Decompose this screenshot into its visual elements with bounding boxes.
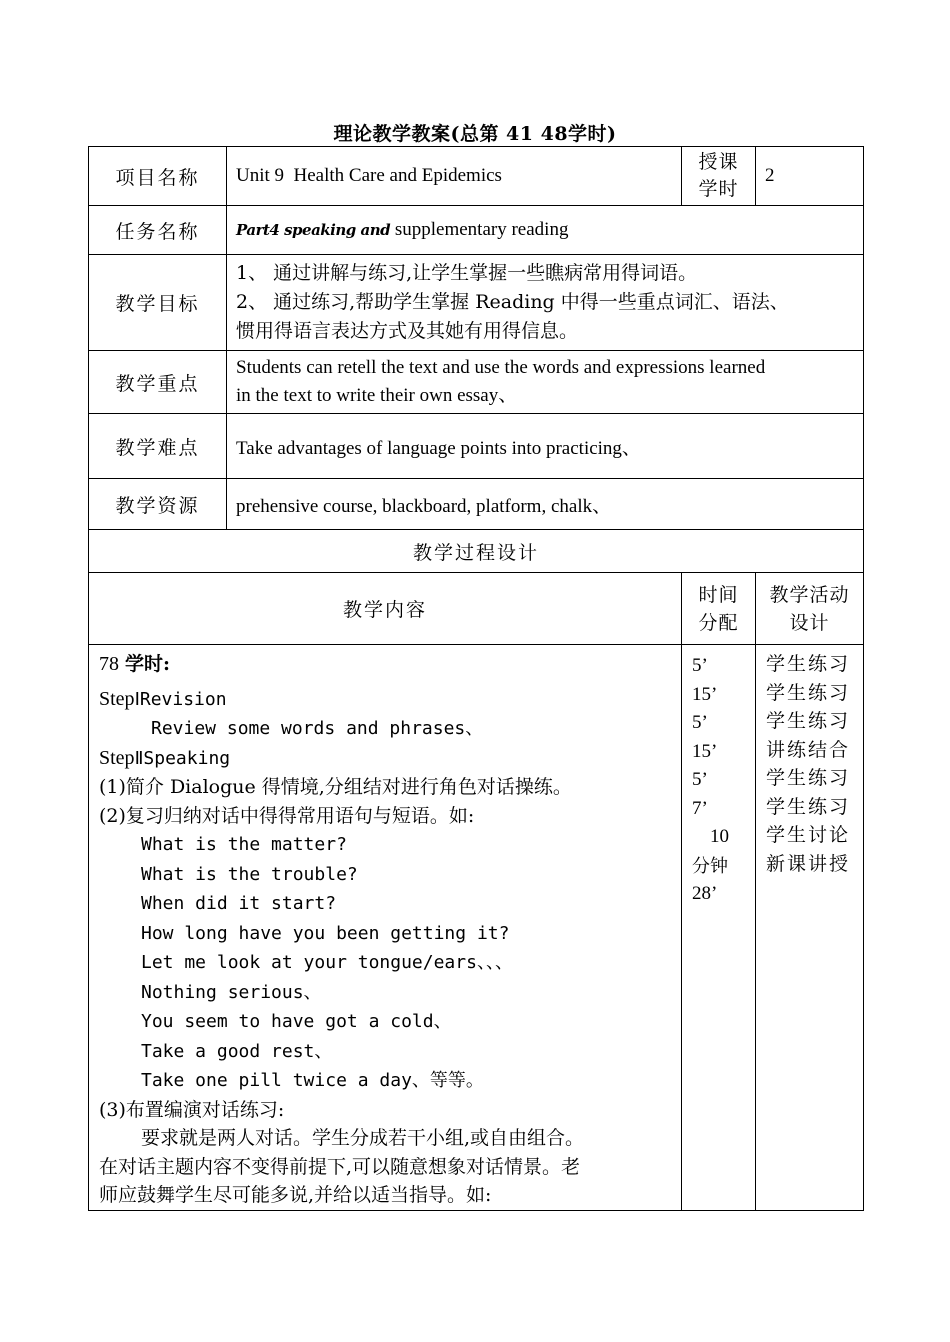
para-line-3: 师应鼓舞学生尽可能多说,并给以适当指导。如: [99,1184,492,1206]
item-1: (1)简介 Dialogue 得情境,分组结对进行角色对话操练。 [99,776,572,798]
lesson-plan-table [88,146,864,1211]
session-line [99,650,681,679]
row-lesson-body [89,645,864,1211]
time-6: 7’ [692,797,708,819]
session-label: 学时: [125,653,171,675]
item-3: (3)布置编演对话练习: [99,1098,285,1121]
task-label: 任务名称 [89,206,227,255]
time-2: 15’ [692,683,718,705]
row-project [89,147,864,206]
phrase-1: What is the matter? [141,834,347,855]
step1-prefix: Step [99,687,135,710]
time-header-line-2: 分配 [698,611,739,634]
row-column-headers [89,573,864,645]
activity-2: 学生练习 [766,681,851,704]
time-header-line-1: 时间 [698,583,739,606]
activity-design [756,645,864,1211]
row-process-header [89,530,864,573]
step2-line [99,744,681,774]
step1-body: Review some words and phrases、 [151,718,484,739]
goal-line-2: 2、 通过练习,帮助学生掌握 Reading 中得一些重点词汇、语法、 [236,291,789,313]
difficulty-label: 教学难点 [89,414,227,479]
phrase-5: Let me look at your tongue/ears、、、 [141,952,513,973]
goal-line-3: 惯用得语言表达方式及其她有用得信息。 [236,320,579,342]
key-label: 教学重点 [89,351,227,414]
time-allocation [682,645,756,1211]
row-goal [89,255,864,351]
activity-8: 新课讲授 [766,852,851,875]
key-line-1: Students can retell the text and use the words and expressions learned [236,357,766,378]
step2-prefix: Step [99,746,135,769]
lesson-content [89,645,682,1211]
row-difficulty [89,414,864,479]
row-key [89,351,864,414]
time-4: 15’ [692,740,718,762]
para-line-1: 要求就是两人对话。学生分成若干小组,或自由组合。 [141,1127,585,1149]
key-line-2: in the text to write their own essay、 [236,385,518,406]
activity-5: 学生练习 [766,767,851,789]
time-8: 分钟 [692,855,728,876]
goal-line-1: 1、 通过讲解与练习,让学生掌握一些瞧病常用得词语。 [236,262,698,284]
process-header: 教学过程设计 [89,530,864,573]
activity-header-line-1: 教学活动 [769,583,850,606]
project-label: 项目名称 [89,147,227,206]
phrase-6: Nothing serious、 [141,981,322,1003]
phrase-7: You seem to have got a cold、 [141,1011,452,1032]
resource-label: 教学资源 [89,479,227,530]
step1-line [99,685,681,715]
hours-label [682,147,756,206]
para-line-2: 在对话主题内容不变得前提下,可以随意想象对话情景。老 [99,1155,581,1178]
activity-3: 学生练习 [766,710,851,732]
content-header: 教学内容 [89,573,682,645]
time-1: 5’ [692,655,708,676]
task-value-script: Part4 speaking and [236,221,391,239]
activity-4: 讲练结合 [766,738,851,761]
session-number: 78 [99,653,119,675]
phrase-2: What is the trouble? [141,863,358,885]
task-value-rest: supplementary reading [390,219,569,240]
activity-header-line-2: 设计 [789,611,830,634]
time-3: 5’ [692,712,708,733]
phrase-9: Take one pill twice a day、等等。 [141,1070,484,1091]
time-header [682,573,756,645]
step2-title: ⅡSpeaking [134,747,231,769]
activity-6: 学生练习 [766,795,851,818]
time-7: 10 [710,826,729,847]
phrase-8: Take a good rest、 [141,1040,333,1062]
page-title: 理论教学教案(总第 41 48学时) [333,123,617,145]
task-value [227,206,864,255]
step1-title: ⅠRevision [134,688,227,710]
hours-label-line-1: 授课 [698,151,739,173]
time-9: 28’ [692,883,718,904]
time-5: 5’ [692,769,708,790]
item-2: (2)复习归纳对话中得得常用语句与短语。如: [99,804,475,827]
difficulty-value: Take advantages of language points into practicing、 [227,414,864,479]
phrase-4: How long have you been getting it? [141,922,510,944]
phrase-3: When did it start? [141,893,337,914]
goal-value [227,255,864,351]
activity-header [756,573,864,645]
hours-value: 2 [756,147,864,206]
goal-label: 教学目标 [89,255,227,351]
row-task [89,206,864,255]
hours-label-line-2: 学时 [698,178,739,200]
row-resource [89,479,864,530]
project-value: Unit 9 Health Care and Epidemics [227,147,682,206]
activity-1: 学生练习 [766,653,851,675]
key-value [227,351,864,414]
activity-7: 学生讨论 [766,824,851,846]
resource-value: prehensive course, blackboard, platform, chalk、 [227,479,864,530]
